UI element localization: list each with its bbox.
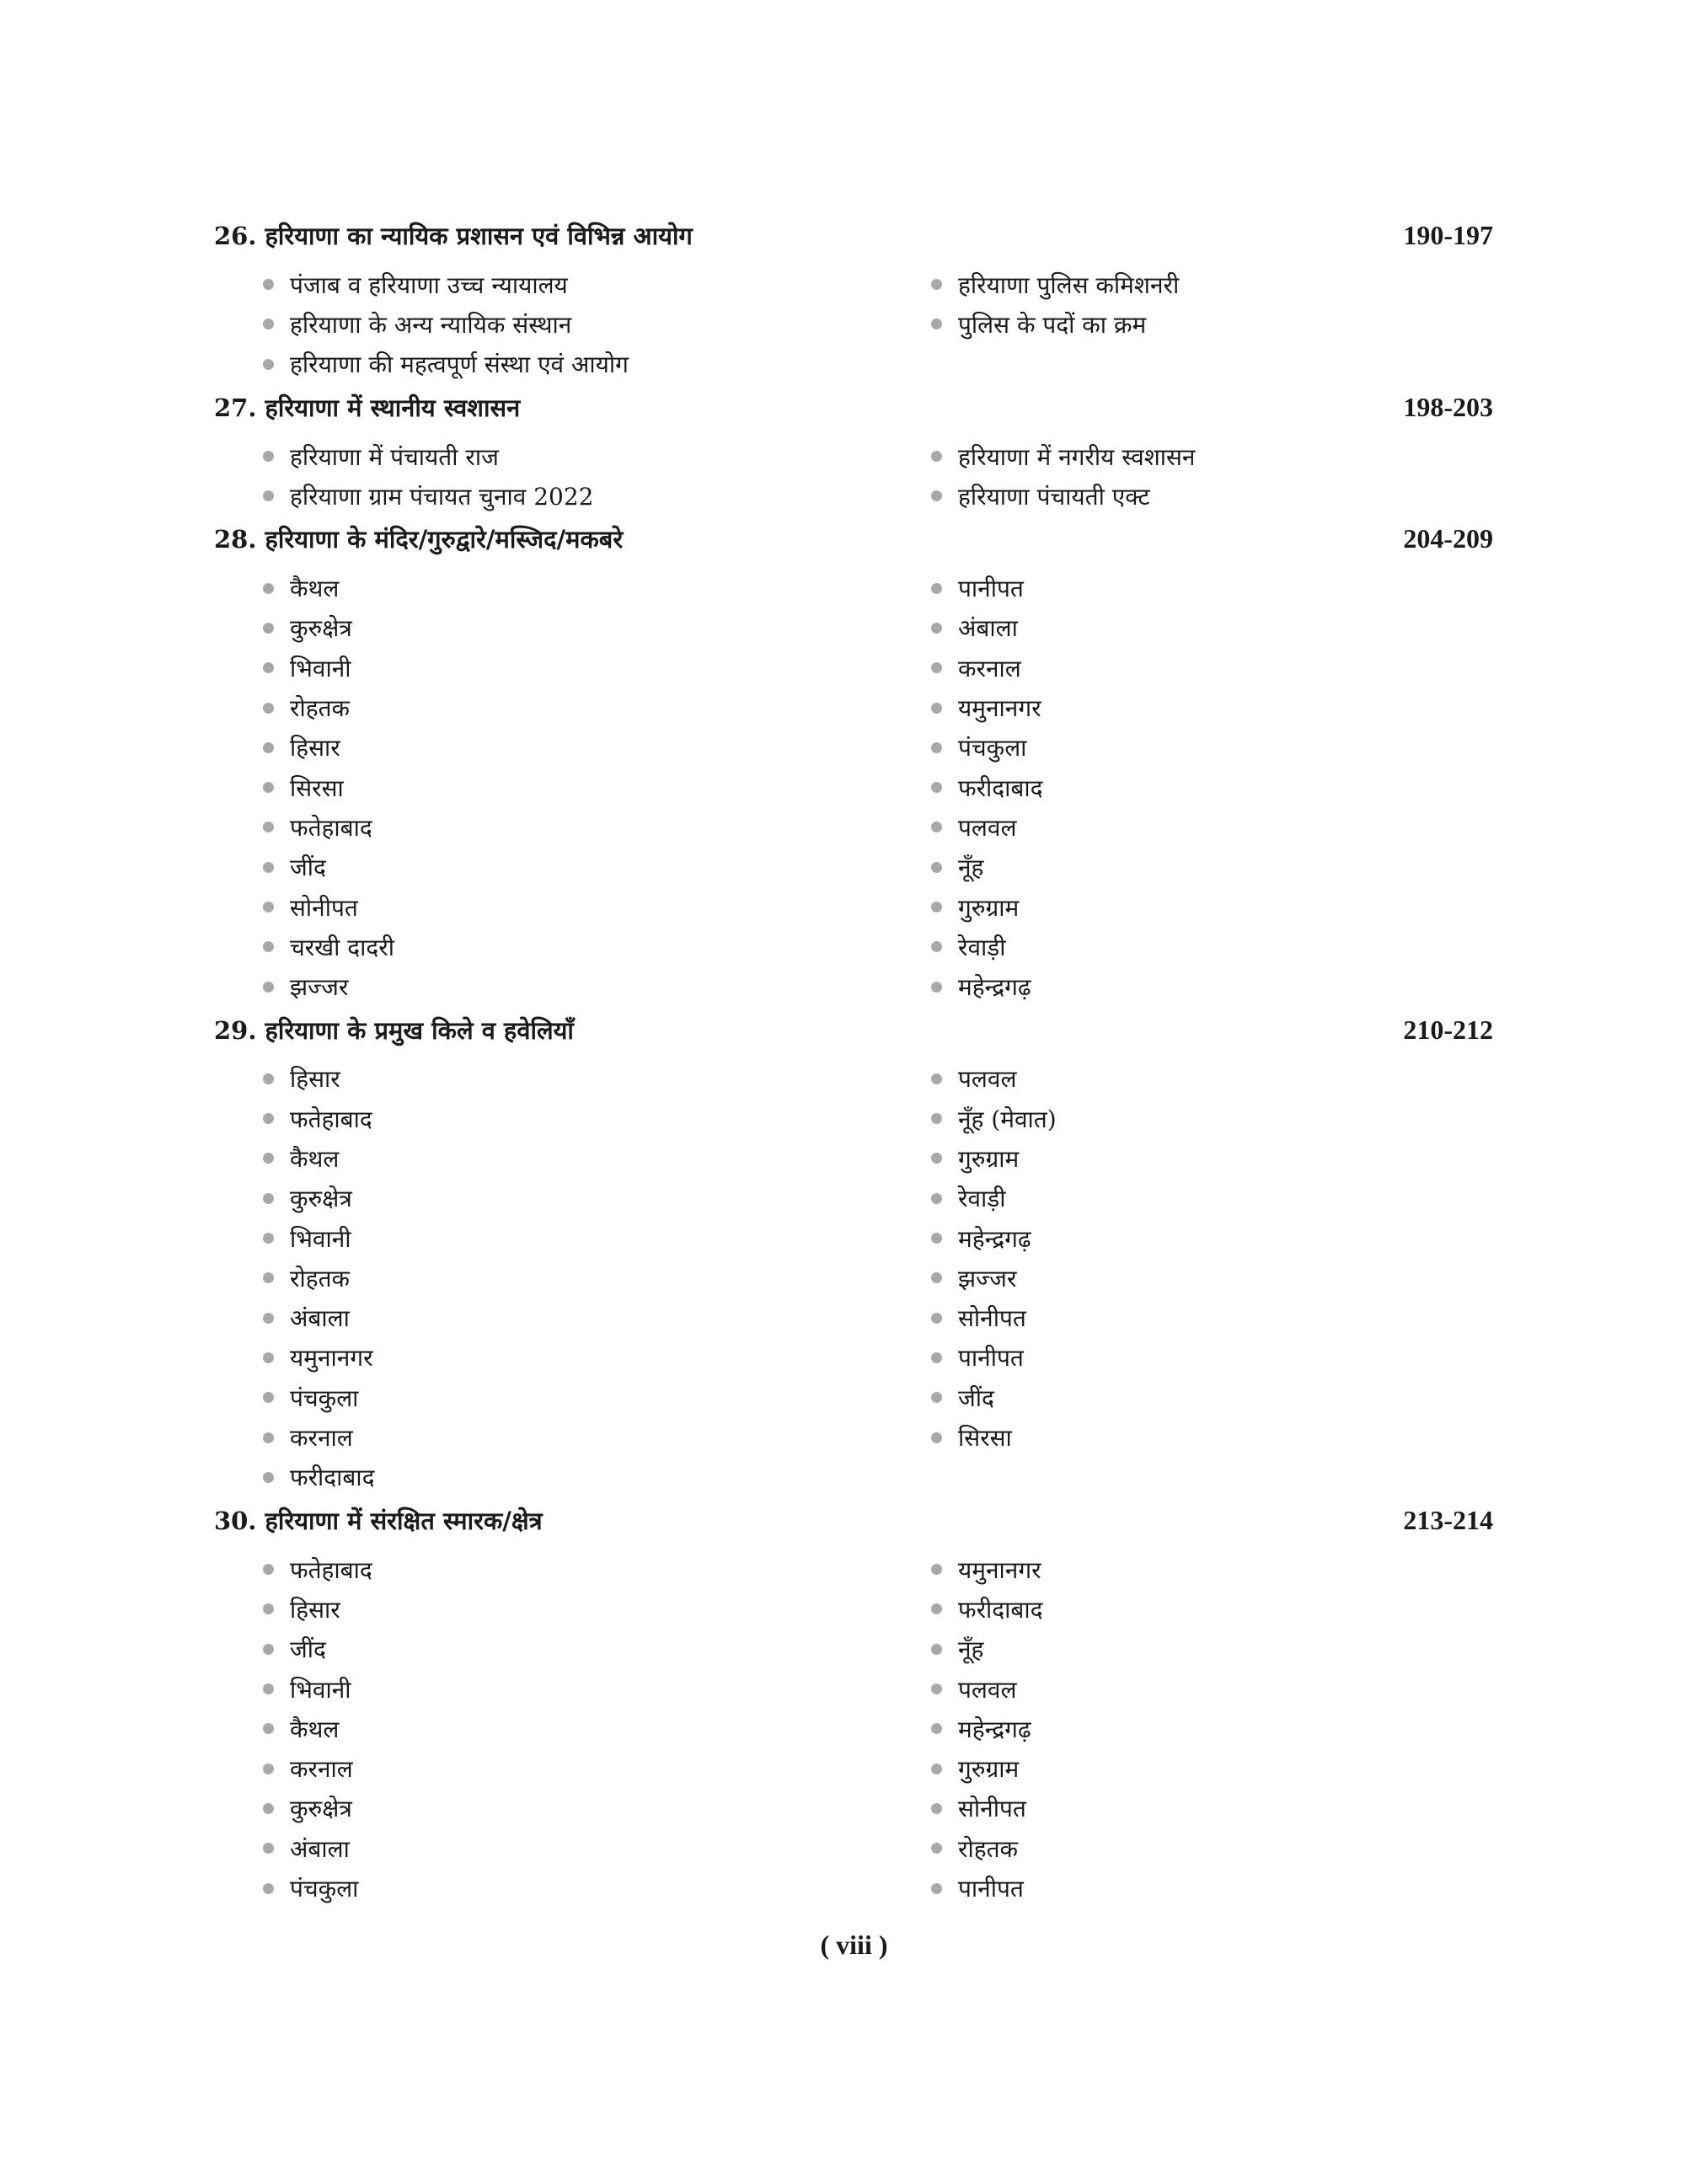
section-number: 27. xyxy=(214,393,257,422)
bullet-icon xyxy=(263,1113,274,1124)
list-item xyxy=(214,688,882,727)
list-item-label: सिरसा xyxy=(958,1424,1012,1453)
list-item xyxy=(882,887,1493,927)
section-title: हरियाणा में स्थानीय स्वशासन xyxy=(265,393,521,422)
section-title: हरियाणा का न्यायिक प्रशासन एवं विभिन्न आयोग xyxy=(265,222,693,250)
list-item xyxy=(882,1099,1493,1138)
section-items xyxy=(214,1059,1493,1497)
list-item-label: चरखी दादरी xyxy=(290,933,394,961)
list-item xyxy=(214,1417,882,1457)
list-item xyxy=(882,966,1493,1006)
toc-section xyxy=(214,1504,1493,1908)
list-item xyxy=(882,807,1493,847)
section-heading xyxy=(214,391,1493,436)
list-item-label: भिवानी xyxy=(290,654,351,682)
list-item-label: अंबाला xyxy=(290,1304,350,1333)
list-item xyxy=(882,265,1493,304)
list-item xyxy=(882,1630,1493,1669)
bullet-icon xyxy=(263,1193,274,1204)
list-item xyxy=(214,1059,882,1099)
section-heading xyxy=(214,522,1493,568)
bullet-icon xyxy=(263,1432,274,1443)
section-items xyxy=(214,1550,1493,1908)
list-item xyxy=(214,345,882,384)
list-item-label: फतेहाबाद xyxy=(290,1555,372,1584)
bullet-icon xyxy=(931,703,942,714)
list-item xyxy=(882,1378,1493,1417)
list-item xyxy=(882,304,1493,344)
bullet-icon xyxy=(263,1352,274,1363)
list-item-label: यमुनानगर xyxy=(958,1555,1041,1584)
section-page-range: 198-203 xyxy=(1403,391,1493,422)
bullet-icon xyxy=(931,1883,942,1894)
bullet-icon xyxy=(931,1153,942,1164)
list-item xyxy=(882,1828,1493,1868)
list-item xyxy=(882,1298,1493,1338)
list-item xyxy=(214,887,882,927)
list-item-label: नूँह (मेवात) xyxy=(958,1105,1057,1133)
bullet-icon xyxy=(263,782,274,793)
bullet-icon xyxy=(263,662,274,673)
list-item-label: पंचकुला xyxy=(290,1384,359,1412)
list-item xyxy=(214,608,882,648)
section-number: 30. xyxy=(214,1507,257,1536)
list-item-label: महेन्द्रगढ़ xyxy=(958,1715,1031,1743)
list-item-label: कुरुक्षेत्र xyxy=(290,1795,352,1823)
list-item xyxy=(882,436,1493,476)
bullet-icon xyxy=(263,1843,274,1854)
list-item xyxy=(214,1338,882,1378)
list-item-label: हरियाणा पंचायती एक्ट xyxy=(958,482,1150,511)
list-item-label: कुरुक्षेत्र xyxy=(290,1185,352,1213)
list-item-label: यमुनानगर xyxy=(958,694,1041,723)
list-item xyxy=(214,1138,882,1178)
section-title: हरियाणा के मंदिर/गुरुद्वारे/मस्जिद/मकबरे xyxy=(265,525,624,554)
bullet-icon xyxy=(263,1272,274,1283)
list-item xyxy=(214,1789,882,1828)
list-item-label: रेवाड़ी xyxy=(958,933,1006,961)
bullet-icon xyxy=(263,1803,274,1814)
list-item-label: भिवानी xyxy=(290,1224,351,1253)
list-item-label: सिरसा xyxy=(290,773,344,802)
list-item-label: कैथल xyxy=(290,1715,340,1743)
list-item xyxy=(214,1550,882,1589)
list-item xyxy=(882,1338,1493,1378)
bullet-icon xyxy=(263,318,274,329)
bullet-icon xyxy=(931,318,942,329)
list-item xyxy=(882,1138,1493,1178)
bullet-icon xyxy=(263,1472,274,1483)
list-item-label: हिसार xyxy=(290,1595,340,1624)
list-item xyxy=(214,768,882,807)
list-item xyxy=(214,1218,882,1258)
bullet-icon xyxy=(263,490,274,501)
list-item xyxy=(882,608,1493,648)
bullet-icon xyxy=(931,1764,942,1774)
bullet-icon xyxy=(931,279,942,290)
list-item-label: रेवाड़ी xyxy=(958,1185,1006,1213)
section-items xyxy=(214,265,1493,384)
bullet-icon xyxy=(263,1764,274,1774)
list-item xyxy=(214,648,882,688)
bullet-icon xyxy=(931,941,942,952)
bullet-icon xyxy=(263,583,274,594)
bullet-icon xyxy=(931,1644,942,1655)
list-item-label: सोनीपत xyxy=(290,893,358,922)
section-title: हरियाणा में संरक्षित स्मारक/क्षेत्र xyxy=(265,1507,543,1536)
bullet-icon xyxy=(263,1723,274,1734)
list-item-label: हरियाणा की महत्वपूर्ण संस्था एवं आयोग xyxy=(290,351,629,379)
bullet-icon xyxy=(263,703,274,714)
bullet-icon xyxy=(263,902,274,913)
list-item-label: फतेहाबाद xyxy=(290,1105,372,1133)
bullet-icon xyxy=(931,1272,942,1283)
list-item xyxy=(214,848,882,887)
bullet-icon xyxy=(931,1352,942,1363)
list-item xyxy=(882,1179,1493,1218)
list-item xyxy=(214,568,882,607)
list-item-label: रोहतक xyxy=(290,1264,351,1293)
bullet-icon xyxy=(263,1564,274,1575)
list-item-label: पंचकुला xyxy=(290,1875,359,1903)
list-item xyxy=(882,1749,1493,1789)
bullet-icon xyxy=(931,1432,942,1443)
list-item-label: भिवानी xyxy=(290,1675,351,1704)
bullet-icon xyxy=(931,623,942,634)
list-item xyxy=(214,1298,882,1338)
bullet-icon xyxy=(263,941,274,952)
list-item xyxy=(214,1630,882,1669)
list-item xyxy=(882,1789,1493,1828)
list-item-label: यमुनानगर xyxy=(290,1344,373,1373)
list-item xyxy=(214,1258,882,1298)
list-item xyxy=(882,688,1493,727)
list-item-label: सोनीपत xyxy=(958,1304,1026,1333)
bullet-icon xyxy=(263,1073,274,1084)
list-item-label: फतेहाबाद xyxy=(290,813,372,842)
list-item-label: नूँह xyxy=(958,1635,984,1664)
bullet-icon xyxy=(263,1644,274,1655)
list-item xyxy=(214,476,882,516)
list-item-label: पानीपत xyxy=(958,1344,1024,1373)
list-item xyxy=(214,728,882,768)
list-item xyxy=(882,1709,1493,1748)
bullet-icon xyxy=(931,1723,942,1734)
bullet-icon xyxy=(931,1313,942,1324)
list-item xyxy=(214,265,882,304)
list-item-label: महेन्द्रगढ़ xyxy=(958,1224,1031,1253)
list-item xyxy=(214,1458,882,1497)
list-item-label: करनाल xyxy=(290,1424,353,1453)
list-item-label: कुरुक्षेत्र xyxy=(290,614,352,643)
bullet-icon xyxy=(263,1603,274,1614)
list-item-label: कैथल xyxy=(290,1144,340,1173)
list-item xyxy=(214,807,882,847)
toc-section xyxy=(214,391,1493,517)
list-item-label: पंजाब व हरियाणा उच्च न्यायालय xyxy=(290,270,568,299)
bullet-icon xyxy=(931,490,942,501)
bullet-icon xyxy=(931,822,942,832)
bullet-icon xyxy=(931,1683,942,1694)
list-item-label: पानीपत xyxy=(958,575,1024,603)
list-item-label: पुलिस के पदों का क्रम xyxy=(958,310,1147,339)
list-item-label: जींद xyxy=(290,1635,326,1664)
list-item xyxy=(214,927,882,966)
section-page-range: 210-212 xyxy=(1403,1014,1493,1045)
bullet-icon xyxy=(263,822,274,832)
bullet-icon xyxy=(931,1843,942,1854)
bullet-icon xyxy=(263,982,274,993)
bullet-icon xyxy=(931,1392,942,1403)
list-item xyxy=(214,1179,882,1218)
section-page-range: 190-197 xyxy=(1403,220,1493,250)
list-item xyxy=(214,1868,882,1908)
list-item-label: अंबाला xyxy=(958,614,1018,643)
list-item xyxy=(882,648,1493,688)
list-item-label: नूँह xyxy=(958,854,984,882)
toc-section xyxy=(214,1014,1493,1497)
list-item xyxy=(214,1378,882,1417)
list-item-label: सोनीपत xyxy=(958,1795,1026,1823)
list-item xyxy=(214,1709,882,1748)
list-item-label: जींद xyxy=(290,854,326,882)
bullet-icon xyxy=(931,662,942,673)
list-item xyxy=(882,848,1493,887)
section-number: 26. xyxy=(214,222,257,250)
list-item-label: पानीपत xyxy=(958,1875,1024,1903)
bullet-icon xyxy=(263,1313,274,1324)
section-items xyxy=(214,436,1493,517)
bullet-icon xyxy=(263,1392,274,1403)
bullet-icon xyxy=(263,1683,274,1694)
bullet-icon xyxy=(263,1233,274,1244)
section-items xyxy=(214,568,1493,1006)
empty-cell xyxy=(882,345,1493,384)
list-item xyxy=(882,1669,1493,1709)
list-item-label: हरियाणा पुलिस कमिशनरी xyxy=(958,270,1180,299)
section-number: 28. xyxy=(214,525,257,554)
list-item-label: गुरुग्राम xyxy=(958,1755,1020,1784)
list-item-label: हरियाणा में नगरीय स्वशासन xyxy=(958,442,1196,471)
list-item xyxy=(214,436,882,476)
bullet-icon xyxy=(931,1603,942,1614)
empty-cell xyxy=(882,1458,1493,1497)
bullet-icon xyxy=(931,1803,942,1814)
section-page-range: 204-209 xyxy=(1403,523,1493,554)
bullet-icon xyxy=(263,862,274,873)
list-item-label: महेन्द्रगढ़ xyxy=(958,973,1031,1002)
list-item xyxy=(214,1749,882,1789)
bullet-icon xyxy=(931,862,942,873)
bullet-icon xyxy=(931,742,942,753)
bullet-icon xyxy=(931,1564,942,1575)
list-item xyxy=(882,768,1493,807)
section-page-range: 213-214 xyxy=(1403,1505,1493,1536)
list-item-label: जींद xyxy=(958,1384,994,1412)
list-item-label: अंबाला xyxy=(290,1834,350,1863)
table-of-contents xyxy=(214,219,1493,1915)
bullet-icon xyxy=(931,451,942,462)
toc-section xyxy=(214,219,1493,384)
bullet-icon xyxy=(931,902,942,913)
list-item-label: फरीदाबाद xyxy=(290,1464,375,1492)
list-item-label: पलवल xyxy=(958,1065,1017,1094)
list-item-label: पलवल xyxy=(958,813,1017,842)
list-item xyxy=(882,927,1493,966)
section-number: 29. xyxy=(214,1015,257,1045)
section-heading xyxy=(214,1504,1493,1550)
list-item-label: झज्जर xyxy=(958,1264,1017,1293)
list-item xyxy=(882,728,1493,768)
list-item-label: करनाल xyxy=(958,654,1021,682)
bullet-icon xyxy=(931,782,942,793)
bullet-icon xyxy=(931,583,942,594)
bullet-icon xyxy=(931,1193,942,1204)
list-item xyxy=(882,1059,1493,1099)
section-heading xyxy=(214,1014,1493,1059)
list-item xyxy=(882,1868,1493,1908)
list-item-label: झज्जर xyxy=(290,973,349,1002)
list-item-label: रोहतक xyxy=(290,694,351,723)
list-item-label: हरियाणा ग्राम पंचायत चुनाव 2022 xyxy=(290,482,594,511)
list-item-label: पलवल xyxy=(958,1675,1017,1704)
list-item-label: गुरुग्राम xyxy=(958,1144,1020,1173)
bullet-icon xyxy=(263,359,274,370)
list-item xyxy=(882,1258,1493,1298)
section-title: हरियाणा के प्रमुख किले व हवेलियाँ xyxy=(265,1015,574,1045)
bullet-icon xyxy=(931,1113,942,1124)
list-item xyxy=(214,966,882,1006)
list-item xyxy=(882,1417,1493,1457)
bullet-icon xyxy=(931,1073,942,1084)
bullet-icon xyxy=(263,279,274,290)
list-item xyxy=(882,476,1493,516)
list-item-label: पंचकुला xyxy=(958,734,1027,763)
bullet-icon xyxy=(931,982,942,993)
list-item-label: हरियाणा के अन्य न्यायिक संस्थान xyxy=(290,310,572,339)
list-item-label: रोहतक xyxy=(958,1834,1019,1863)
list-item-label: कैथल xyxy=(290,575,340,603)
list-item xyxy=(882,1218,1493,1258)
bullet-icon xyxy=(263,1153,274,1164)
list-item-label: गुरुग्राम xyxy=(958,893,1020,922)
list-item-label: फरीदाबाद xyxy=(958,773,1043,802)
list-item xyxy=(214,1589,882,1629)
list-item-label: हिसार xyxy=(290,1065,340,1094)
page-number: ( viii ) xyxy=(820,1930,888,1960)
list-item xyxy=(882,1589,1493,1629)
bullet-icon xyxy=(263,1883,274,1894)
list-item-label: हरियाणा में पंचायती राज xyxy=(290,442,499,471)
list-item xyxy=(214,1669,882,1709)
toc-section xyxy=(214,522,1493,1006)
list-item-label: हिसार xyxy=(290,734,340,763)
list-item xyxy=(214,304,882,344)
bullet-icon xyxy=(263,451,274,462)
bullet-icon xyxy=(263,623,274,634)
list-item-label: करनाल xyxy=(290,1755,353,1784)
section-heading xyxy=(214,219,1493,265)
list-item xyxy=(214,1828,882,1868)
list-item xyxy=(882,1550,1493,1589)
bullet-icon xyxy=(263,742,274,753)
list-item xyxy=(214,1099,882,1138)
list-item xyxy=(882,568,1493,607)
bullet-icon xyxy=(931,1233,942,1244)
list-item-label: फरीदाबाद xyxy=(958,1595,1043,1624)
